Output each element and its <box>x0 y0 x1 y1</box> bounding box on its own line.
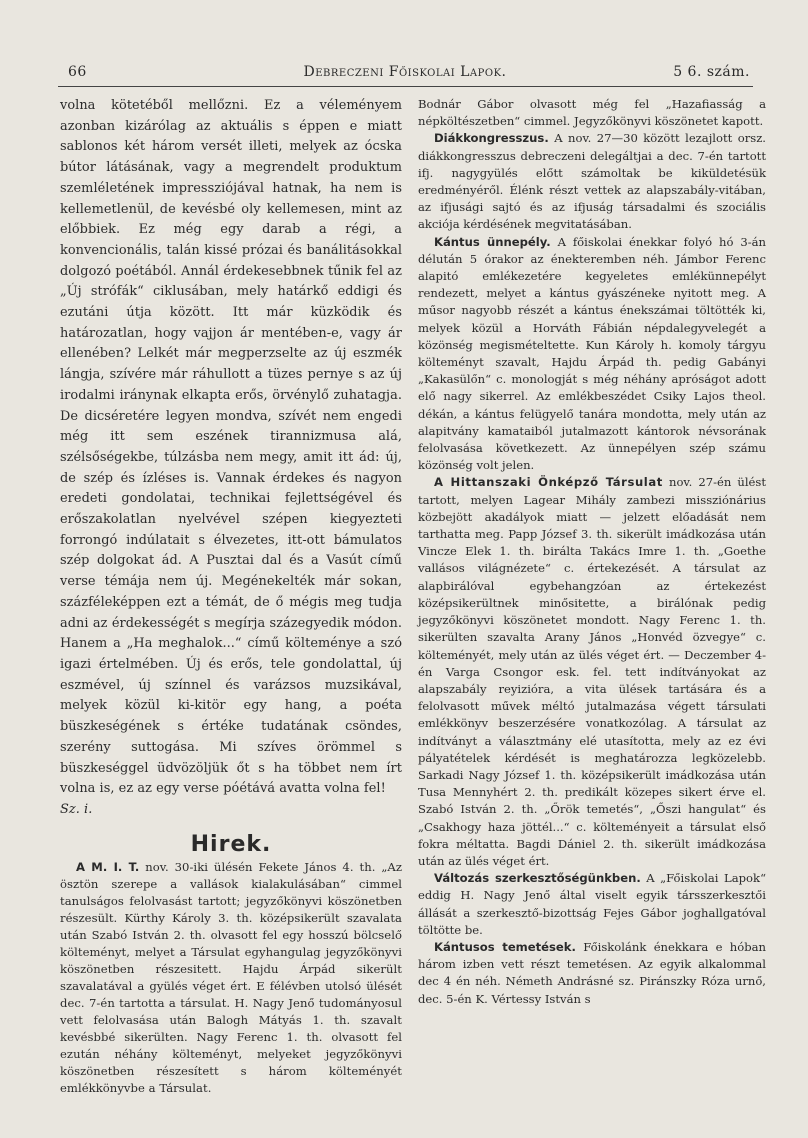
diak-heading: Diákkongresszus. <box>434 131 549 146</box>
page-header <box>60 64 750 86</box>
temet-text: Főiskolánk énekkara e hóban három izben vett részt temetésen. Az egyik alkalommal dec 4 én néh. Németh Andrásné sz. Piránszky Róza urnő, dec. 5-én K. Vértessy István s <box>418 939 767 1006</box>
kantus-heading: Kántus ünnepély. <box>434 234 551 249</box>
news-heading: Hirek. <box>190 831 272 857</box>
temet-heading: Kántusos temetések. <box>434 939 576 954</box>
journal-title: Debreczeni Főiskolai Lapok. <box>303 64 507 80</box>
amit-heading: A M. I. T. <box>76 860 140 875</box>
valt-text: A „Főiskolai Lapok“ eddig H. Nagy Jenő által viselt egyik társszerkesztői állását a szerkesztő-bizottság Fejes Gábor joghallgatóval töltötte be. <box>418 871 766 937</box>
temet-report <box>418 939 766 1008</box>
hitt-text: nov. 27-én ülést tartott, melyen Lagear Mihály zambezi missziónárius közbejött akadályok miatt — jelzett előadását nem tarthatta meg. Papp József 3. th. sikerült imádkozása után Vincze Elek 1. th. birálta Takács Imre 1. th. „Goethe vallásos világnézete“ c. értekezését. A társulat az alapbirálóval egybehangzóan az értekezést középsikerültnek minősitette, a birálónak pedig jegyzőkönyvi köszönetet mondott. Nagy Ferenc 1. th. sikerülten szavalta Arany János „Honvéd özvegye“ c. költeményét, mely után az ülés véget ért. — Deczember 4-én Varga Csongor esk. fel. tett indítványokat az alapszabály reyizióra, a vita ülések tartására és a felolvasott művek méltó jutalmazása végett társulati emlékkönyv beszerzésére vonatkozólag. A társulat az indítványt a választmány elé utasította, mely az ez évi pályatételek kérdését is meghatározza legközelebb. Sarkadi Nagy József 1. th. középsikerült imádkozása után Tusa Mennyhért 2. th. predikált közepes sikert érve el. Szabó István 2. th. „Őrök temetés“, „Őszi hangulat“ és „Csakhogy haza jöttél...“ c. költeményeit a társulat első fokra méltatta. Bagdi Dániel 2. th. sikerült imádkozása után az ülés véget ért. <box>418 475 766 868</box>
diak-report <box>418 130 766 233</box>
amit-report <box>60 859 402 1097</box>
kantus-text: A főiskolai énekkar folyó hó 3-án délután 5 órakor az énekteremben néh. Jámbor Ferenc alapitó emlékezetére kegyeletes emlékünnepélyt rendezett, melyet a kántus gyászéneke nyitott meg. A műsor nagyobb részét a kántus énekszámai töltötték ki, melyek közül a Horváth Fábián népdalegyvelegét a közönség megismételtette. Kun Károly h. komoly tárgyu költeményt szavalt, Hajdu Árpád th. pedig Gabányi „Kakasülőn“ c. monologját s még néhány apróságot adott elő nagy sikerrel. Az emlékbeszédet Csiky Lajos theol. dékán, a kántus felügyelő tanára mondotta, mely után az alapitvány kamataiból jutalmazott kántorok névsorának felolvasása következett. Az ünnepélyen szép számu közönség volt jelen. <box>418 234 767 473</box>
header-rule <box>58 86 753 87</box>
left-column <box>60 96 402 1097</box>
diak-text: A nov. 27—30 között lezajlott orsz. diákkongresszus debreczeni delegáltjai a dec. 7-én tartott ifj. nagygyülés előtt számoltak be kiküldetésük eredményéről. Élénk részt vettek az alapszabály-vitában, az ifjusági sajtó és az ifjuság társadalmi és szociális akciója kérdésének megvitatásában. <box>418 131 766 232</box>
issue-number: 5 6. szám. <box>673 64 750 80</box>
hitt-report <box>418 474 766 870</box>
intro-text: Bodnár Gábor olvasott még fel „Hazafiasság a népköltészetben“ cimmel. Jegyzőkönyvi köszönetet kapott. <box>418 97 766 129</box>
poem-review-text: volna kötetéből mellőzni. Ez a véleményem azonban kizárólag az aktuális s éppen e miatt sablonos két három versét illeti, melyek az ócska bútor látásának, vagy a megrendelt produktum szemléletének impressziójával hatnak, ha nem is kellemetlenül, de kevésbé oly kellemesen, mint az előbbiek. Ez még egy darab a régi, a konvencionális, talán kissé prózai és banálitásokkal dolgozó poétából. Annál érdekesebbnek tűnik fel az „Új strófák“ ciklusában, mely határkő eddigi és ezutáni útja között. Itt már küzködik és határozatlan, hogy vajjon ár mentében-e, vagy ár ellenében? Lelkét már megperzselte az új eszmék lángja, szívére már ráhullott a tüzes pernye s az új irodalmi iránynak elkapta erős, örvénylő zuhatagja. De dicséretére legyen mondva, szívét nem engedi még itt sem eszének tirannizmusa alá, szélsőségekbe, túlzásba nem megy, amit itt ád: új, de szép és ízléses is. Vannak érdekes és nagyon eredeti gondolatai, technikai fejlettségével és erőszakolatlan nyelvével szépen kiegyezteti forrongó indúlatait s élvezetes, itt-ott bámulatos szép dolgokat ád. A Pusztai dal és a Vasút című verse témája nem új. Megénekelték már sokan, százféleképpen ezt a témát, de ő mégis meg tudja adni az érdekességét s megírja százegyedik módon. Hanem a „Ha meghalok...“ című költeménye a szó igazi értelmében. Új és erős, tele gondolattal, új eszmével, új színnel és varázsos muzsikával, melyek közül ki-kitör egy hang, a poéta büszkeségének s értéke tudatának csöndes, szerény suttogása. Mi szíves örömmel s büszkeséggel üdvözöljük őt s ha többet nem írt volna is, ez az egy verse póétává avatta volna fel! <box>60 98 402 797</box>
valt-heading: Változás szerkesztőségünkben. <box>434 871 641 886</box>
kantus-report <box>418 234 766 475</box>
review-signature: Sz. i. <box>60 801 93 817</box>
page-number: 66 <box>68 64 87 80</box>
right-column <box>418 96 766 1008</box>
hitt-heading: A Hittanszaki Önképző Társulat <box>434 475 663 490</box>
amit-text: nov. 30-iki ülésén Fekete János 4. th. „Az ösztön szerepe a vallások kialakulásában“ cimmel tanulságos felolvasást tartott; jegyzőkönyvi köszönetben részesült. Kürthy Károly 3. th. középsikerült szavalata után Szabó István 2. th. olvasott fel egy hosszú bölcselő költeményt, melyet a Társulat egyhangulag jegyzőkönyvi köszönetben részesitett. Hajdu Árpád sikerült szavalatával a gyülés véget ért. E félévben utolsó ülését dec. 7-én tartotta a társulat. H. Nagy Jenő tudományosul vett felolvasása után Balogh Mátyás 1. th. szavalt kevésbbé sikerülten. Nagy Ferenc 1. th. olvasott fel ezután néhány költeményt, melyeket jegyzőkönyvi köszönetben részesített s három költeményét emlékkönyvbe a Társulat. <box>60 860 402 1096</box>
valt-report <box>418 870 766 939</box>
